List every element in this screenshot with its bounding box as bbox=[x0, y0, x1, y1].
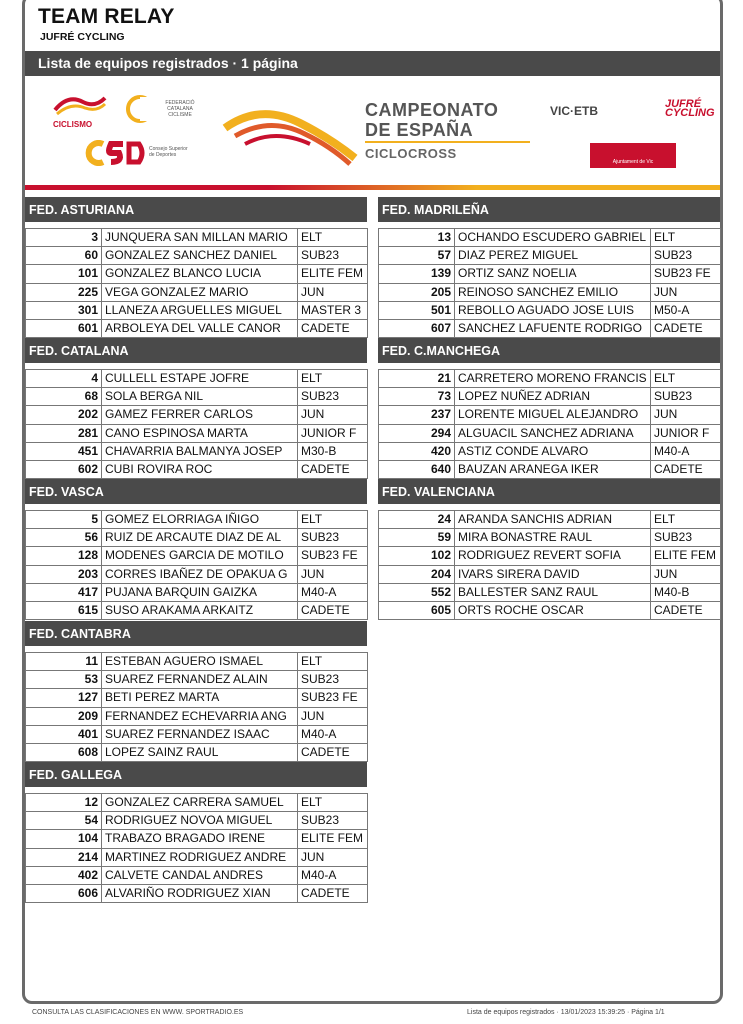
fed-block-catalana bbox=[25, 338, 367, 479]
category: M30-B bbox=[298, 442, 368, 460]
table-row bbox=[26, 424, 368, 442]
category: ELT bbox=[651, 229, 721, 247]
rider-name: GAMEZ FERRER CARLOS bbox=[102, 406, 298, 424]
bib-number: 57 bbox=[379, 247, 455, 265]
rider-name: ARBOLEYA DEL VALLE CANOR bbox=[102, 319, 298, 337]
fed-header: FED. GALLEGA bbox=[25, 762, 367, 787]
table-row bbox=[26, 460, 368, 478]
rider-name: RUIZ DE ARCAUTE DIAZ DE AL bbox=[102, 529, 298, 547]
rider-name: SUAREZ FERNANDEZ ISAAC bbox=[102, 725, 298, 743]
rider-name: SUSO ARAKAMA ARKAITZ bbox=[102, 601, 298, 619]
campeonato-swoosh-icon bbox=[220, 98, 360, 168]
category: SUB23 FE bbox=[298, 689, 368, 707]
bib-number: 640 bbox=[379, 460, 455, 478]
table-row bbox=[379, 388, 721, 406]
event-banner bbox=[25, 80, 720, 190]
table-row bbox=[379, 547, 721, 565]
rider-name: ORTS ROCHE OSCAR bbox=[455, 601, 651, 619]
category: SUB23 bbox=[298, 388, 368, 406]
category: ELT bbox=[651, 370, 721, 388]
bib-number: 68 bbox=[26, 388, 102, 406]
bib-number: 21 bbox=[379, 370, 455, 388]
fed-header: FED. MADRILEÑA bbox=[378, 197, 720, 222]
table-row bbox=[379, 529, 721, 547]
table-row bbox=[379, 565, 721, 583]
rider-name: ALGUACIL SANCHEZ ADRIANA bbox=[455, 424, 651, 442]
rider-name: CALVETE CANDAL ANDRES bbox=[102, 866, 298, 884]
bib-number: 607 bbox=[379, 319, 455, 337]
rider-name: ALVARIÑO RODRIGUEZ XIAN bbox=[102, 884, 298, 902]
rider-name: VEGA GONZALEZ MARIO bbox=[102, 283, 298, 301]
bib-number: 605 bbox=[379, 601, 455, 619]
category: JUN bbox=[651, 283, 721, 301]
table-row bbox=[26, 370, 368, 388]
bib-number: 139 bbox=[379, 265, 455, 283]
fed-table bbox=[378, 369, 721, 479]
rider-name: MODENES GARCIA DE MOTILO bbox=[102, 547, 298, 565]
fed-table bbox=[378, 510, 721, 620]
bib-number: 501 bbox=[379, 301, 455, 319]
footer-left: CONSULTA LAS CLASIFICACIONES EN WWW. SPORTRADIO.ES bbox=[32, 1009, 244, 1016]
table-row bbox=[379, 583, 721, 601]
bib-number: 53 bbox=[26, 671, 102, 689]
category: JUNIOR F bbox=[298, 424, 368, 442]
table-row bbox=[26, 830, 368, 848]
category: SUB23 FE bbox=[298, 547, 368, 565]
csd-label: Consejo Superior de Deportes bbox=[149, 146, 188, 158]
rider-name: CUBI ROVIRA ROC bbox=[102, 460, 298, 478]
rider-name: CANO ESPINOSA MARTA bbox=[102, 424, 298, 442]
table-row bbox=[379, 601, 721, 619]
bib-number: 294 bbox=[379, 424, 455, 442]
category: JUN bbox=[651, 565, 721, 583]
fcc-logo-icon bbox=[125, 94, 155, 124]
doc-subtitle: JUFRÉ CYCLING bbox=[40, 31, 125, 43]
fed-header: FED. CATALANA bbox=[25, 338, 367, 363]
rider-name: LOPEZ SAINZ RAUL bbox=[102, 743, 298, 761]
bib-number: 60 bbox=[26, 247, 102, 265]
category: SUB23 bbox=[298, 529, 368, 547]
rider-name: LORENTE MIGUEL ALEJANDRO bbox=[455, 406, 651, 424]
category: JUN bbox=[298, 565, 368, 583]
category: ELT bbox=[298, 794, 368, 812]
rider-name: CHAVARRIA BALMANYA JOSEP bbox=[102, 442, 298, 460]
fed-block-madrilena bbox=[378, 197, 720, 338]
rider-name: BAUZAN ARANEGA IKER bbox=[455, 460, 651, 478]
table-row bbox=[26, 565, 368, 583]
bib-number: 11 bbox=[26, 653, 102, 671]
fed-table bbox=[25, 228, 368, 338]
table-row bbox=[26, 671, 368, 689]
rider-name: CULLELL ESTAPE JOFRE bbox=[102, 370, 298, 388]
table-row bbox=[379, 319, 721, 337]
table-row bbox=[26, 442, 368, 460]
rider-name: MARTINEZ RODRIGUEZ ANDRE bbox=[102, 848, 298, 866]
category: CADETE bbox=[298, 743, 368, 761]
bib-number: 401 bbox=[26, 725, 102, 743]
table-row bbox=[26, 319, 368, 337]
footer-right: Lista de equipos registrados · 13/01/2023 15:39:25 · Página 1/1 bbox=[467, 1009, 665, 1016]
table-row bbox=[26, 848, 368, 866]
jufre-logo: JUFRÉ CYCLING bbox=[665, 98, 715, 119]
rider-name: ORTIZ SANZ NOELIA bbox=[455, 265, 651, 283]
rider-name: CARRETERO MORENO FRANCIS bbox=[455, 370, 651, 388]
bib-number: 552 bbox=[379, 583, 455, 601]
rider-name: GONZALEZ CARRERA SAMUEL bbox=[102, 794, 298, 812]
bib-number: 225 bbox=[26, 283, 102, 301]
category: M40-A bbox=[651, 442, 721, 460]
fed-block-cmanchega bbox=[378, 338, 720, 479]
bib-number: 59 bbox=[379, 529, 455, 547]
category: CADETE bbox=[651, 460, 721, 478]
bib-number: 24 bbox=[379, 511, 455, 529]
table-row bbox=[26, 601, 368, 619]
table-row bbox=[379, 370, 721, 388]
bib-number: 281 bbox=[26, 424, 102, 442]
campeonato-line3: CICLOCROSS bbox=[365, 146, 457, 161]
category: SUB23 bbox=[651, 529, 721, 547]
category: ELITE FEM bbox=[651, 547, 721, 565]
bib-number: 56 bbox=[26, 529, 102, 547]
bib-number: 209 bbox=[26, 707, 102, 725]
rider-name: MIRA BONASTRE RAUL bbox=[455, 529, 651, 547]
ajuntament-logo: Ajuntament de Vic bbox=[590, 143, 676, 168]
rider-name: SOLA BERGA NIL bbox=[102, 388, 298, 406]
category: M40-A bbox=[298, 583, 368, 601]
rider-name: REBOLLO AGUADO JOSE LUIS bbox=[455, 301, 651, 319]
table-row bbox=[26, 406, 368, 424]
bib-number: 13 bbox=[379, 229, 455, 247]
rider-name: GONZALEZ BLANCO LUCIA bbox=[102, 265, 298, 283]
category: CADETE bbox=[298, 319, 368, 337]
category: ELT bbox=[298, 229, 368, 247]
rider-name: GONZALEZ SANCHEZ DANIEL bbox=[102, 247, 298, 265]
category: ELITE FEM bbox=[298, 830, 368, 848]
bib-number: 5 bbox=[26, 511, 102, 529]
table-row bbox=[26, 884, 368, 902]
category: ELT bbox=[298, 653, 368, 671]
bib-number: 4 bbox=[26, 370, 102, 388]
rider-name: DIAZ PEREZ MIGUEL bbox=[455, 247, 651, 265]
table-row bbox=[26, 529, 368, 547]
table-row bbox=[26, 547, 368, 565]
rider-name: BETI PEREZ MARTA bbox=[102, 689, 298, 707]
table-row bbox=[26, 794, 368, 812]
bib-number: 214 bbox=[26, 848, 102, 866]
rider-name: LOPEZ NUÑEZ ADRIAN bbox=[455, 388, 651, 406]
bib-number: 402 bbox=[26, 866, 102, 884]
category: MASTER 3 bbox=[298, 301, 368, 319]
table-row bbox=[26, 388, 368, 406]
fed-header: FED. CANTABRA bbox=[25, 621, 367, 646]
rider-name: CORRES IBAÑEZ DE OPAKUA G bbox=[102, 565, 298, 583]
bib-number: 205 bbox=[379, 283, 455, 301]
fed-block-gallega bbox=[25, 762, 367, 903]
category: SUB23 bbox=[651, 247, 721, 265]
vic-etb-logo: VIC·ETB bbox=[550, 104, 598, 118]
rfec-label: CICLISMO bbox=[53, 120, 93, 129]
table-row bbox=[379, 229, 721, 247]
table-row bbox=[26, 689, 368, 707]
bib-number: 128 bbox=[26, 547, 102, 565]
table-row bbox=[379, 424, 721, 442]
fed-table bbox=[378, 228, 721, 338]
table-row bbox=[379, 442, 721, 460]
table-row bbox=[26, 812, 368, 830]
bib-number: 102 bbox=[379, 547, 455, 565]
fed-header: FED. ASTURIANA bbox=[25, 197, 367, 222]
bib-number: 608 bbox=[26, 743, 102, 761]
category: ELITE FEM bbox=[298, 265, 368, 283]
table-row bbox=[26, 265, 368, 283]
fed-table bbox=[25, 369, 368, 479]
bib-number: 202 bbox=[26, 406, 102, 424]
csd-logo-icon bbox=[83, 140, 145, 166]
category: ELT bbox=[298, 511, 368, 529]
table-row bbox=[26, 583, 368, 601]
table-row bbox=[379, 247, 721, 265]
banner-stripe bbox=[25, 185, 720, 190]
category: JUNIOR F bbox=[651, 424, 721, 442]
category: SUB23 bbox=[651, 388, 721, 406]
table-row bbox=[379, 265, 721, 283]
table-row bbox=[26, 511, 368, 529]
rider-name: ESTEBAN AGUERO ISMAEL bbox=[102, 653, 298, 671]
rider-name: PUJANA BARQUIN GAIZKA bbox=[102, 583, 298, 601]
category: M40-A bbox=[298, 866, 368, 884]
table-row bbox=[379, 406, 721, 424]
campeonato-underline bbox=[365, 141, 530, 143]
category: ELT bbox=[298, 370, 368, 388]
category: JUN bbox=[298, 848, 368, 866]
category: JUN bbox=[298, 406, 368, 424]
rider-name: ARANDA SANCHIS ADRIAN bbox=[455, 511, 651, 529]
rider-name: RODRIGUEZ REVERT SOFIA bbox=[455, 547, 651, 565]
fed-block-vasca bbox=[25, 479, 367, 620]
rider-name: SUAREZ FERNANDEZ ALAIN bbox=[102, 671, 298, 689]
rider-name: BALLESTER SANZ RAUL bbox=[455, 583, 651, 601]
category: M50-A bbox=[651, 301, 721, 319]
fed-block-valenciana bbox=[378, 479, 720, 620]
table-row bbox=[26, 653, 368, 671]
doc-title: TEAM RELAY bbox=[38, 5, 175, 28]
table-row bbox=[26, 707, 368, 725]
rider-name: ASTIZ CONDE ALVARO bbox=[455, 442, 651, 460]
table-row bbox=[26, 725, 368, 743]
bib-number: 451 bbox=[26, 442, 102, 460]
table-row bbox=[26, 247, 368, 265]
bib-number: 204 bbox=[379, 565, 455, 583]
rider-name: OCHANDO ESCUDERO GABRIEL bbox=[455, 229, 651, 247]
table-row bbox=[26, 743, 368, 761]
table-row bbox=[379, 283, 721, 301]
table-row bbox=[26, 866, 368, 884]
bib-number: 104 bbox=[26, 830, 102, 848]
category: SUB23 bbox=[298, 247, 368, 265]
rider-name: GOMEZ ELORRIAGA IÑIGO bbox=[102, 511, 298, 529]
fed-header: FED. VASCA bbox=[25, 479, 367, 504]
bib-number: 127 bbox=[26, 689, 102, 707]
bib-number: 3 bbox=[26, 229, 102, 247]
rider-name: LLANEZA ARGUELLES MIGUEL bbox=[102, 301, 298, 319]
category: JUN bbox=[651, 406, 721, 424]
category: CADETE bbox=[651, 319, 721, 337]
list-bar: Lista de equipos registrados · 1 página bbox=[25, 51, 720, 76]
bib-number: 12 bbox=[26, 794, 102, 812]
bib-number: 417 bbox=[26, 583, 102, 601]
fed-header: FED. C.MANCHEGA bbox=[378, 338, 720, 363]
category: SUB23 FE bbox=[651, 265, 721, 283]
category: CADETE bbox=[298, 460, 368, 478]
category: ELT bbox=[651, 511, 721, 529]
campeonato-line1: CAMPEONATO bbox=[365, 100, 499, 120]
bib-number: 73 bbox=[379, 388, 455, 406]
category: CADETE bbox=[298, 601, 368, 619]
bib-number: 54 bbox=[26, 812, 102, 830]
category: M40-A bbox=[298, 725, 368, 743]
rider-name: JUNQUERA SAN MILLAN MARIO bbox=[102, 229, 298, 247]
bib-number: 203 bbox=[26, 565, 102, 583]
table-row bbox=[26, 229, 368, 247]
rider-name: IVARS SIRERA DAVID bbox=[455, 565, 651, 583]
category: SUB23 bbox=[298, 812, 368, 830]
bib-number: 615 bbox=[26, 601, 102, 619]
bib-number: 420 bbox=[379, 442, 455, 460]
category: JUN bbox=[298, 707, 368, 725]
rider-name: SANCHEZ LAFUENTE RODRIGO bbox=[455, 319, 651, 337]
fed-table bbox=[25, 510, 368, 620]
category: M40-B bbox=[651, 583, 721, 601]
fed-block-asturiana bbox=[25, 197, 367, 338]
bib-number: 601 bbox=[26, 319, 102, 337]
category: CADETE bbox=[651, 601, 721, 619]
bib-number: 101 bbox=[26, 265, 102, 283]
bib-number: 237 bbox=[379, 406, 455, 424]
table-row bbox=[26, 301, 368, 319]
category: SUB23 bbox=[298, 671, 368, 689]
rider-name: FERNANDEZ ECHEVARRIA ANG bbox=[102, 707, 298, 725]
category: JUN bbox=[298, 283, 368, 301]
fed-block-cantabra bbox=[25, 621, 367, 762]
rider-name: RODRIGUEZ NOVOA MIGUEL bbox=[102, 812, 298, 830]
bib-number: 606 bbox=[26, 884, 102, 902]
bib-number: 301 bbox=[26, 301, 102, 319]
rider-name: TRABAZO BRAGADO IRENE bbox=[102, 830, 298, 848]
table-row bbox=[379, 460, 721, 478]
campeonato-line2: DE ESPAÑA bbox=[365, 120, 474, 140]
category: CADETE bbox=[298, 884, 368, 902]
table-row bbox=[26, 283, 368, 301]
rfec-logo-icon bbox=[53, 92, 108, 118]
table-row bbox=[379, 511, 721, 529]
bib-number: 602 bbox=[26, 460, 102, 478]
fed-table bbox=[25, 793, 368, 903]
fcc-label: FEDERACIÓ CATALANA CICLISME bbox=[165, 100, 195, 118]
rider-name: REINOSO SANCHEZ EMILIO bbox=[455, 283, 651, 301]
table-row bbox=[379, 301, 721, 319]
fed-table bbox=[25, 652, 368, 762]
fed-header: FED. VALENCIANA bbox=[378, 479, 720, 504]
